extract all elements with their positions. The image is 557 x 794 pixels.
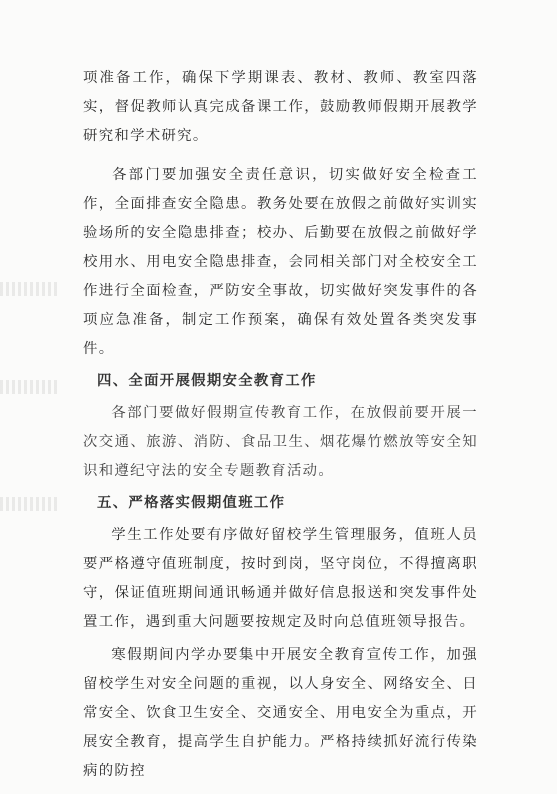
section-heading-4: 四、全面开展假期安全教育工作 <box>97 373 317 389</box>
paragraph-text: 各部门要加强安全责任意识，切实做好安全检查工作，全面排查安全隐患。教务处要在放假之前做好实训实验场所的安全隐患排查；校办、后勤要在放假之前做好学校用水、用电安全隐患排查，会同相关部门对全校安全工作进行全面检查，严防安全事故，切实做好突发事件的各项应急准备，制定工作预案，确保有效处置各类突发事件。 <box>83 167 478 357</box>
bleed-through-mark <box>0 497 60 511</box>
bleed-through-mark <box>0 380 60 394</box>
paragraph-text: 学生工作处要有序做好留校学生管理服务，值班人员要严格遵守值班制度，按时到岗，坚守岗位，不得擅离职守，保证值班期间通讯畅通并做好信息报送和突发事件处置工作，遇到重大问题要按规定及时向总值班领导报告。 <box>83 527 478 630</box>
paragraph-text: 项准备工作，确保下学期课表、教材、教师、教室四落实，督促教师认真完成备课工作，鼓励教师假期开展教学研究和学术研究。 <box>83 70 478 144</box>
paragraph-winter-break-education <box>83 641 478 786</box>
section-heading-5: 五、严格落实假期值班工作 <box>97 495 286 511</box>
paragraph-text: 寒假期间内学办要集中开展安全教育宣传工作，加强留校学生对安全问题的重视，以人身安全、网络安全、日常安全、饮食卫生安全、交通安全、用电安全为重点，开展安全教育，提高学生自护能力。严格持续抓好流行传染病的防控 <box>83 647 478 779</box>
paragraph-safety-education <box>83 399 478 486</box>
paragraph-text: 各部门要做好假期宣传教育工作，在放假前要开展一次交通、旅游、消防、食品卫生、烟花爆竹燃放等安全知识和遵纪守法的安全专题教育活动。 <box>83 405 478 479</box>
paragraph-duty-management <box>83 521 478 637</box>
bleed-through-mark <box>0 282 60 296</box>
paragraph-teaching-preparation <box>83 64 478 151</box>
document-body <box>83 64 478 786</box>
paragraph-safety-inspection <box>83 161 478 364</box>
